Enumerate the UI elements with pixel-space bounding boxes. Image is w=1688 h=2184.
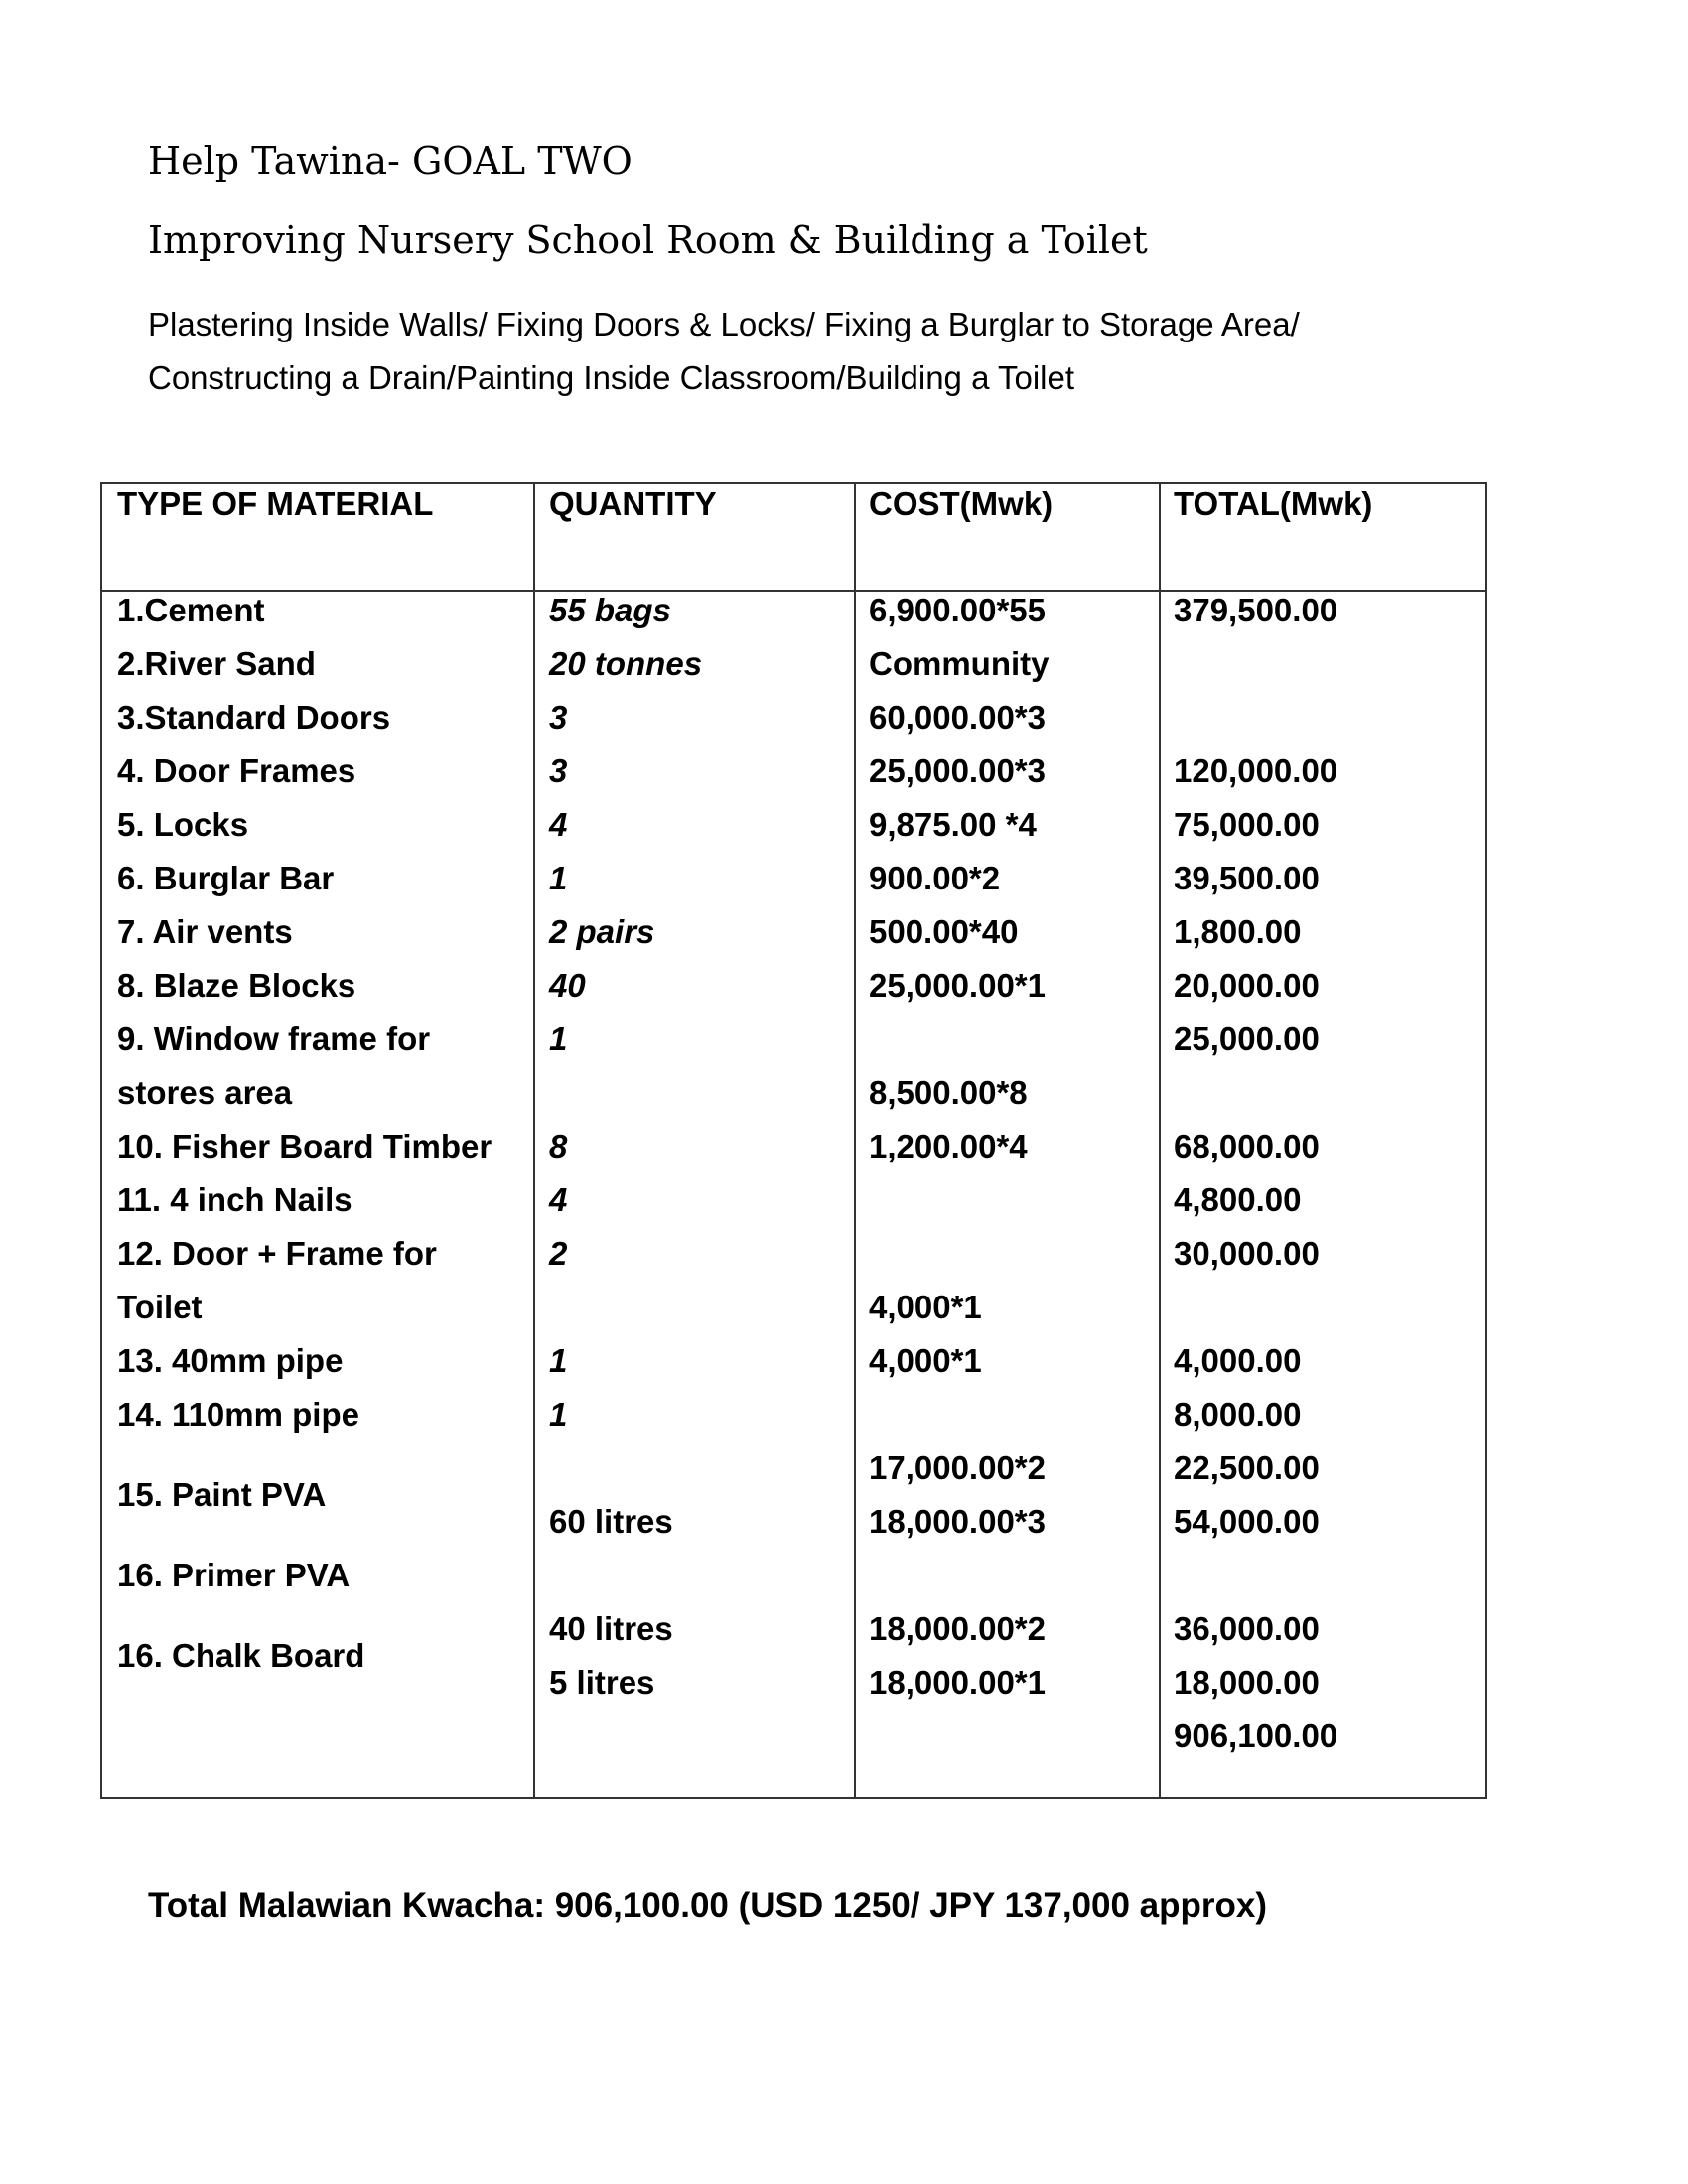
material-cell: 9. Window frame for — [117, 1021, 431, 1057]
cost-cell: 4,000*1 — [869, 1289, 982, 1325]
document-subtitle: Improving Nursery School Room & Building a Toilet — [148, 218, 1148, 262]
grand-total-cell: 906,100.00 — [1174, 1717, 1338, 1754]
column-divider — [854, 484, 856, 1797]
cost-cell: 500.00*40 — [869, 913, 1019, 950]
quantity-cell: 2 pairs — [549, 913, 655, 950]
total-summary: Total Malawian Kwacha: 906,100.00 (USD 1250/ JPY 137,000 approx) — [148, 1886, 1268, 1925]
total-cell: 18,000.00 — [1174, 1664, 1320, 1701]
quantity-cell: 3 — [549, 699, 568, 736]
total-cell: 68,000.00 — [1174, 1128, 1320, 1164]
description-line: Constructing a Drain/Painting Inside Classroom/Building a Toilet — [148, 359, 1075, 396]
cost-cell: 18,000.00*1 — [869, 1664, 1047, 1701]
material-cell: 16. Primer PVA — [117, 1557, 351, 1593]
cost-cell: 1,200.00*4 — [869, 1128, 1028, 1164]
quantity-cell: 4 — [549, 806, 568, 843]
quantity-cell: 3 — [549, 752, 568, 789]
material-cell: 13. 40mm pipe — [117, 1342, 344, 1379]
total-cell: 30,000.00 — [1174, 1235, 1320, 1272]
total-cell: 22,500.00 — [1174, 1449, 1320, 1486]
material-cell: 5. Locks — [117, 806, 249, 843]
material-cell: 12. Door + Frame for — [117, 1235, 437, 1272]
quantity-cell: 40 — [549, 967, 586, 1004]
quantity-cell: 8 — [549, 1128, 568, 1164]
cost-cell: Community — [869, 645, 1050, 682]
material-cell: 1.Cement — [117, 592, 265, 628]
quantity-cell: 20 tonnes — [549, 645, 703, 682]
cost-cell: 18,000.00*2 — [869, 1610, 1047, 1647]
total-cell: 39,500.00 — [1174, 860, 1320, 896]
material-cell: 14. 110mm pipe — [117, 1396, 359, 1433]
quantity-cell: 55 bags — [549, 592, 671, 628]
description-line: Plastering Inside Walls/ Fixing Doors & Locks/ Fixing a Burglar to Storage Area/ — [148, 306, 1300, 342]
total-cell: 75,000.00 — [1174, 806, 1320, 843]
cost-cell: 9,875.00 *4 — [869, 806, 1037, 843]
material-cell: 3.Standard Doors — [117, 699, 391, 736]
cost-cell: 6,900.00*55 — [869, 592, 1047, 628]
total-cell: 25,000.00 — [1174, 1021, 1320, 1057]
material-cell: 15. Paint PVA — [117, 1476, 327, 1513]
header-total: TOTAL(Mwk) — [1174, 485, 1373, 522]
quantity-cell: 1 — [549, 860, 568, 896]
material-cell: 4. Door Frames — [117, 752, 356, 789]
material-cell: 7. Air vents — [117, 913, 293, 950]
cost-cell: 18,000.00*3 — [869, 1503, 1047, 1540]
cost-cell: 8,500.00*8 — [869, 1074, 1028, 1111]
material-cell: Toilet — [117, 1289, 203, 1325]
total-cell: 4,000.00 — [1174, 1342, 1302, 1379]
total-cell: 1,800.00 — [1174, 913, 1302, 950]
cost-cell: 17,000.00*2 — [869, 1449, 1047, 1486]
total-cell: 20,000.00 — [1174, 967, 1320, 1004]
quantity-cell: 1 — [549, 1021, 568, 1057]
quantity-cell: 40 litres — [549, 1610, 673, 1647]
description — [148, 298, 1300, 405]
quantity-cell: 2 — [549, 1235, 568, 1272]
material-cell: 8. Blaze Blocks — [117, 967, 356, 1004]
cost-cell: 900.00*2 — [869, 860, 1001, 896]
material-cell: 10. Fisher Board Timber — [117, 1128, 492, 1164]
total-cell: 8,000.00 — [1174, 1396, 1302, 1433]
total-cell: 120,000.00 — [1174, 752, 1338, 789]
cost-cell: 60,000.00*3 — [869, 699, 1047, 736]
column-divider — [1159, 484, 1161, 1797]
header-quantity: QUANTITY — [549, 485, 717, 522]
quantity-cell: 1 — [549, 1396, 568, 1433]
material-cell: 16. Chalk Board — [117, 1637, 365, 1674]
total-cell: 36,000.00 — [1174, 1610, 1320, 1647]
quantity-cell: 1 — [549, 1342, 568, 1379]
header-cost: COST(Mwk) — [869, 485, 1054, 522]
cost-cell: 25,000.00*3 — [869, 752, 1047, 789]
header-material: TYPE OF MATERIAL — [117, 485, 434, 522]
column-divider — [533, 484, 535, 1797]
total-cell: 4,800.00 — [1174, 1181, 1302, 1218]
total-cell: 54,000.00 — [1174, 1503, 1320, 1540]
document-title: Help Tawina- GOAL TWO — [148, 139, 633, 183]
material-cell: 11. 4 inch Nails — [117, 1181, 352, 1218]
material-cell: stores area — [117, 1074, 293, 1111]
quantity-cell: 5 litres — [549, 1664, 655, 1701]
cost-cell: 4,000*1 — [869, 1342, 982, 1379]
materials-table — [100, 482, 1487, 1799]
total-cell: 379,500.00 — [1174, 592, 1338, 628]
cost-cell: 25,000.00*1 — [869, 967, 1047, 1004]
quantity-cell: 4 — [549, 1181, 568, 1218]
material-cell: 6. Burglar Bar — [117, 860, 335, 896]
material-cell: 2.River Sand — [117, 645, 316, 682]
quantity-cell: 60 litres — [549, 1503, 673, 1540]
